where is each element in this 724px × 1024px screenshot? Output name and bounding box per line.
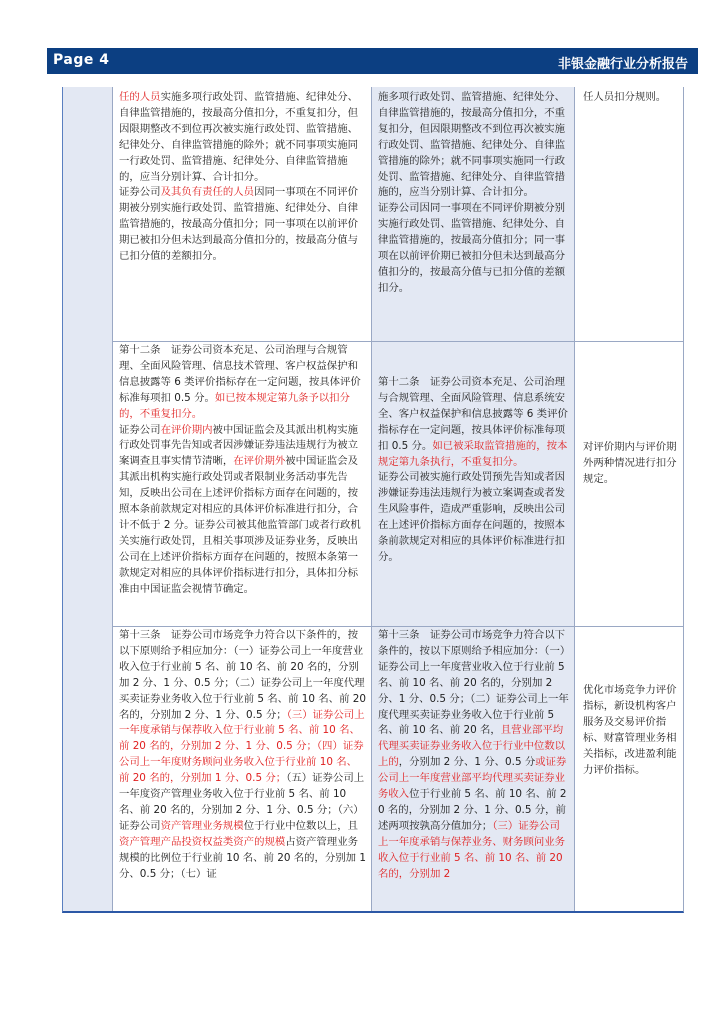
body-text: （五）证券公司上一年度资产管理业务收入位于行业前 5 名、前 10 名、前 20 名的，分别加 2 分、1 分、0.5 分；（六）证券公司 bbox=[119, 772, 365, 832]
body-text: 第十二条 证券公司资本充足、公司治理与合规管理、全面风险管理、信息系统安全、客户权益保护和信息披露等 6 类评价指标存在一定问题，按具体评价标准每项扣 0.5 分。 bbox=[378, 376, 568, 452]
highlighted-text: 资产管理业务规模 bbox=[160, 819, 244, 832]
body-text: 第十三条 证券公司市场竞争力符合以下条件的，按以下原则给予相应加分：（一）证券公司上一年度营业收入位于行业前 5 名、前 10 名、前 20 名的，分别加 2 分、1 分、0.5 分；（二）证券公司上一年度代理买卖证券业务收入位于行业前 5 名、前 10 名、前 20 名的，分别加 2 分、1 分、0.5 分； bbox=[119, 629, 370, 721]
old-rule-cell bbox=[372, 87, 575, 341]
body-text: 位于行业前 5 名、前 10 名、前 20 名的，分别加 2 分、1 分、0.5 分，前述两项按孰高分值加分； bbox=[378, 788, 567, 832]
body-text: 第十二条 证券公司资本充足、公司治理与合规管理、全面风险管理、信息技术管理、客户权益保护和信息披露等 6 类评价指标存在一定问题，按具体评价标准每项扣 0.5 分。 bbox=[119, 344, 361, 404]
body-text: 因同一事项在不同评价期被分别实施行政处罚、监管措施、纪律处分、自律监管措施的，按最高分值扣分；同一事项在以前评价期已被扣分但未达到最高分值扣分的，按最高分值与已扣分值的差额扣分。 bbox=[119, 186, 358, 263]
body-text: 实施多项行政处罚、监管措施、纪律处分、自律监管措施的，按最高分值扣分，不重复扣分，但因限期整改不到位再次被实施行政处罚、监管措施、纪律处分、自律监管措施的除外；就不同事项实施同一行政处罚、监管措施、纪律处分、自律监管措施的，应当分别计算、合计扣分。 证券公司 bbox=[119, 91, 358, 199]
table-row bbox=[113, 87, 684, 342]
remark-cell: 任人员扣分规则。 bbox=[583, 91, 667, 103]
highlighted-text: 或证券公司上一年度营业部平均代理买卖证券业务收入 bbox=[378, 756, 567, 801]
comparison-table bbox=[62, 87, 684, 913]
highlighted-text: 如已按本规定第九条予以扣分的，不重复扣分。 bbox=[119, 391, 350, 420]
body-text: ，分别加 2 分、1 分、0.5 分 bbox=[398, 756, 536, 769]
highlighted-text: 在评价期内 bbox=[160, 423, 213, 436]
report-title: 非银金融行业分析报告 bbox=[557, 57, 688, 72]
new-rule-cell bbox=[113, 342, 372, 626]
body-text: 被中国证监会及其派出机构实施行政处罚或者限制业务活动事先告知，反映出公司在上述评价指标方面存在问题的，按照本条前款规定对相应的具体评价标准进行扣分，合计不低于 2 分。证券公司被其他监管部门或者行政机关实施行政处罚，且相关事项涉及证券业务，反映出公司在上述评价指标方面存在问题的，按照本条第一款规定对相应的具体评价指标进行扣分，具体扣分标准由中国证监会视情节确定。 bbox=[119, 455, 361, 595]
body-text: 证券公司被实施行政处罚预先告知或者因涉嫌证券违法违规行为被立案调查或者发生风险事件，造成严重影响，反映出公司在上述评价指标方面存在问题的，按照本条前款规定对相应的具体评价标准进行扣分。 bbox=[378, 471, 566, 563]
page-header bbox=[47, 48, 698, 74]
table-row bbox=[113, 627, 684, 911]
highlighted-text: 在评价期外 bbox=[233, 455, 286, 468]
highlighted-text: 资产管理产品投资权益类资产的规模 bbox=[119, 835, 286, 848]
remark-cell: 对评价期内与评价期外两种情况进行扣分规定。 bbox=[583, 441, 677, 485]
new-rule-cell bbox=[113, 627, 372, 911]
body-text: 被中国证监会及其派出机构实施行政处罚事先告知或者因涉嫌证券违法违规行为被立案调查且事实情节清晰， bbox=[119, 423, 358, 468]
old-rule-cell bbox=[372, 627, 575, 911]
body-text: 施多项行政处罚、监管措施、纪律处分、自律监管措施的，按最高分值扣分，不重复扣分，但因限期整改不到位再次被实施行政处罚、监管措施、纪律处分、自律监管措施的除外；就不同事项实施同一行政处罚、监管措施、纪律处分、自律监管措施的，应当分别计算、合计扣分。 证券公司因同一事项在不同评价期被分别实施行政处罚、监管措施、纪律处分、自律监管措施的，按最高分值扣分；同一事项在以前评价期已被扣分但未达到最高分值扣分的，按最高分值与已扣分值的差额扣分。 bbox=[378, 91, 566, 294]
highlighted-text: 及其负有责任的人员 bbox=[160, 186, 255, 199]
new-rule-cell bbox=[113, 87, 372, 341]
highlighted-text: 任的人员 bbox=[119, 91, 161, 103]
page-number: Page 4 bbox=[53, 52, 110, 68]
remark-cell: 优化市场竞争力评价指标，新设机构客户服务及交易评价指标、财富管理业务相关指标，改进盈利能力评价指标。 bbox=[583, 684, 677, 776]
table-category-column bbox=[63, 87, 113, 911]
highlighted-text: 如已被采取监管措施的，按本规定第九条执行，不重复扣分。 bbox=[378, 439, 568, 468]
body-text: 第十三条 证券公司市场竞争力符合以下条件的，按以下原则给予相应加分：（一）证券公司上一年度营业收入位于行业前 5 名、前 10 名、前 20 名的，分别加 2 分、1 分、0.5 分；（二）证券公司上一年度代理买卖证券业务收入位于行业前 5 名、前 10 名、前 20 名， bbox=[378, 629, 569, 737]
body-text: 位于行业中位数以上，且 bbox=[243, 819, 358, 832]
table-row bbox=[113, 342, 684, 627]
body-text: 证券公司 bbox=[119, 423, 161, 436]
body-text: 占资产管理业务规模的比例位于行业前 10 名、前 20 名的，分别加 1 分、0.5 分；（七）证 bbox=[119, 835, 370, 880]
highlighted-text: （三）证券公司上一年度承销与保荐业务、财务顾问业务收入位于行业前 5 名、前 10 名、前 20 名的，分别加 2 bbox=[378, 819, 566, 880]
old-rule-cell bbox=[372, 342, 575, 626]
highlighted-text: （三）证券公司上一年度承销与保荐收入位于行业前 5 名、前 10 名、前 20 名的，分别加 2 分、1 分、0.5 分；（四）证券公司上一年度财务顾问业务收入位于行业前 10 名、前 20 名的，分别加 1 分、0.5 分； bbox=[119, 708, 365, 785]
highlighted-text: 且营业部平均代理买卖证券业务收入位于行业中位数以上的 bbox=[378, 724, 566, 769]
